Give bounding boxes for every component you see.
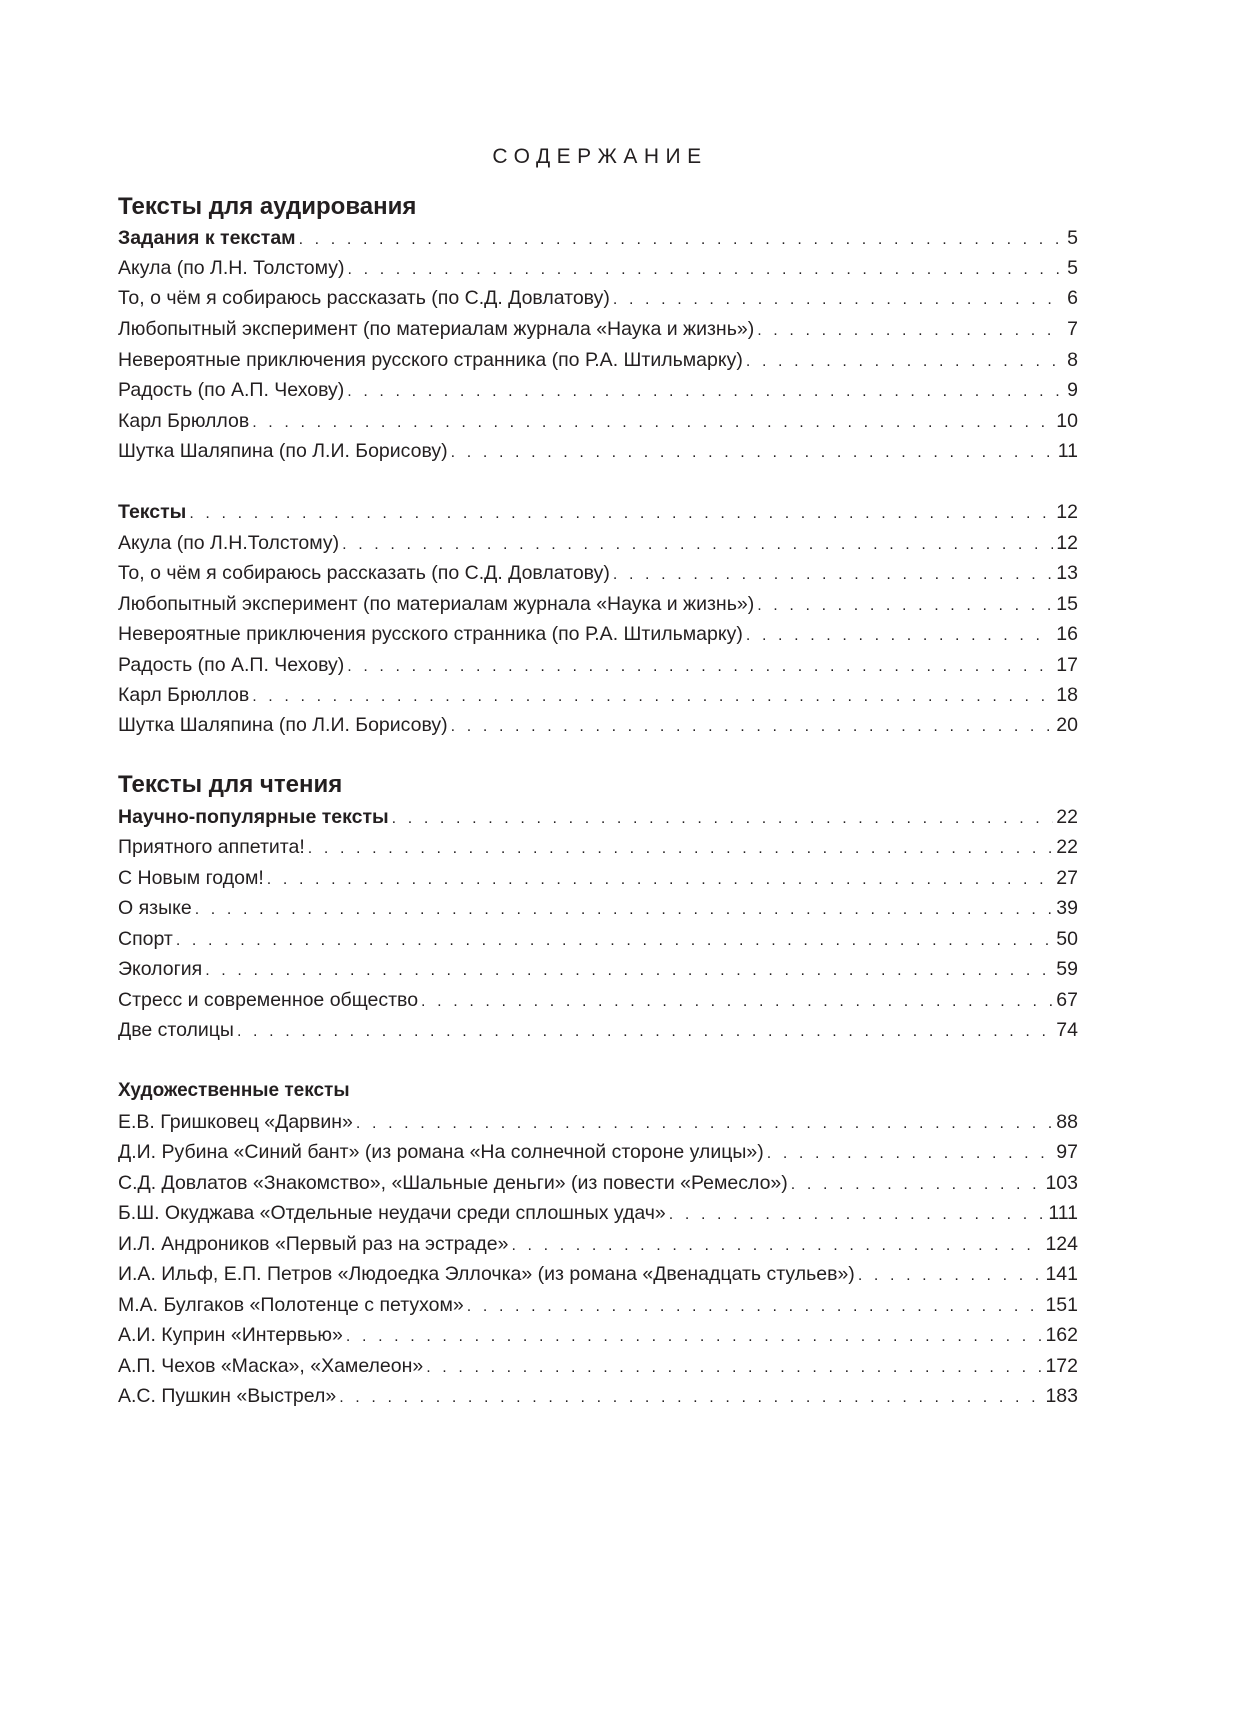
toc-entry-page: 6 — [1067, 287, 1078, 309]
page-title: СОДЕРЖАНИЕ — [492, 145, 708, 168]
toc-entry-page: 27 — [1056, 867, 1078, 889]
dot-leader — [511, 1231, 1042, 1261]
toc-entry-title: Задания к текстам — [118, 227, 296, 249]
toc-entry-title: А.П. Чехов «Маска», «Хамелеон» — [118, 1355, 424, 1377]
toc-entry-page: 151 — [1045, 1294, 1078, 1316]
toc-entry-page: 5 — [1067, 257, 1078, 279]
dot-leader — [347, 377, 1064, 407]
toc-entry-title: Акула (по Л.Н.Толстому) — [118, 532, 340, 554]
toc-entry[interactable] — [118, 1320, 1078, 1350]
toc-entry-title: Приятного аппетита! — [118, 836, 305, 858]
toc-entry-title: Любопытный эксперимент (по материалам журнала «Наука и жизнь») — [118, 318, 755, 340]
toc-entry-title: О языке — [118, 897, 192, 919]
toc-entry-page: 39 — [1056, 897, 1078, 919]
dot-leader — [767, 1139, 1054, 1169]
toc-group-tasks[interactable] — [118, 223, 1078, 253]
toc-entry[interactable] — [118, 1168, 1078, 1198]
toc-entry-page: 9 — [1067, 379, 1078, 401]
toc-entry[interactable] — [118, 680, 1078, 710]
dot-leader — [791, 1170, 1043, 1200]
toc-entry[interactable] — [118, 924, 1078, 954]
toc-entry-page: 5 — [1067, 227, 1078, 249]
toc-entry[interactable] — [118, 589, 1078, 619]
toc-entry-title: Научно-популярные тексты — [118, 806, 389, 828]
toc-entry-title: Е.В. Гришковец «Дарвин» — [118, 1111, 353, 1133]
toc-entry[interactable] — [118, 619, 1078, 649]
toc-entry-page: 67 — [1056, 989, 1078, 1011]
toc-entry[interactable] — [118, 1198, 1078, 1228]
toc-entry-title: То, о чём я собираюсь рассказать (по С.Д. Довлатову) — [118, 287, 610, 309]
dot-leader — [299, 225, 1065, 255]
toc-entry[interactable] — [118, 985, 1078, 1015]
toc-entry-title: М.А. Булгаков «Полотенце с петухом» — [118, 1294, 464, 1316]
toc-entry[interactable] — [118, 954, 1078, 984]
dot-leader — [339, 1383, 1042, 1413]
toc-entry[interactable] — [118, 863, 1078, 893]
dot-leader — [451, 438, 1055, 468]
dot-leader — [176, 926, 1053, 956]
toc-entry[interactable] — [118, 406, 1078, 436]
toc-entry-page: 8 — [1067, 349, 1078, 371]
dot-leader — [189, 499, 1053, 529]
toc-entry-title: Тексты — [118, 501, 187, 523]
toc-entry[interactable] — [118, 1015, 1078, 1045]
toc-entry-page: 141 — [1045, 1263, 1078, 1285]
toc-entry-page: 11 — [1057, 440, 1078, 462]
dot-leader — [858, 1261, 1043, 1291]
dot-leader — [613, 560, 1053, 590]
toc-entry-page: 22 — [1056, 806, 1078, 828]
toc-group-fiction: Художественные тексты — [118, 1080, 350, 1101]
dot-leader — [757, 591, 1053, 621]
toc-entry-title: Б.Ш. Окуджава «Отдельные неудачи среди сплошных удач» — [118, 1202, 666, 1224]
dot-leader — [252, 682, 1053, 712]
toc-entry[interactable] — [118, 650, 1078, 680]
toc-entry[interactable] — [118, 1229, 1078, 1259]
toc-entry-title: Д.И. Рубина «Синий бант» (из романа «На солнечной стороне улицы») — [118, 1141, 764, 1163]
toc-entry-title: С Новым годом! — [118, 867, 264, 889]
toc-entry-page: 162 — [1045, 1324, 1078, 1346]
toc-entry[interactable] — [118, 1351, 1078, 1381]
toc-entry-page: 172 — [1045, 1355, 1078, 1377]
toc-entry-page: 16 — [1056, 623, 1078, 645]
toc-entry-title: Акула (по Л.Н. Толстому) — [118, 257, 345, 279]
dot-leader — [356, 1109, 1053, 1139]
toc-entry-page: 97 — [1056, 1141, 1078, 1163]
dot-leader — [467, 1292, 1043, 1322]
section-heading-listening: Тексты для аудирования — [118, 193, 417, 220]
toc-entry-page: 12 — [1056, 532, 1078, 554]
dot-leader — [392, 804, 1054, 834]
toc-entry-page: 50 — [1056, 928, 1078, 950]
toc-entry-title: Радость (по А.П. Чехову) — [118, 654, 345, 676]
dot-leader — [348, 255, 1065, 285]
toc-entry-page: 13 — [1056, 562, 1078, 584]
dot-leader — [308, 834, 1054, 864]
toc-entry-page: 15 — [1056, 593, 1078, 615]
toc-entry-title: Шутка Шаляпина (по Л.И. Борисову) — [118, 440, 448, 462]
toc-entry-title: Спорт — [118, 928, 173, 950]
toc-entry-page: 183 — [1045, 1385, 1078, 1407]
dot-leader — [421, 987, 1053, 1017]
toc-entry[interactable] — [118, 1107, 1078, 1137]
toc-entry-page: 103 — [1045, 1172, 1078, 1194]
toc-entry[interactable] — [118, 528, 1078, 558]
section-heading-reading: Тексты для чтения — [118, 771, 343, 798]
dot-leader — [205, 956, 1053, 986]
toc-entry-title: Две столицы — [118, 1019, 234, 1041]
dot-leader — [451, 712, 1054, 742]
toc-entry-page: 17 — [1056, 654, 1078, 676]
toc-entry-page: 74 — [1056, 1019, 1078, 1041]
toc-entry[interactable] — [118, 1137, 1078, 1167]
toc-entry-page: 88 — [1056, 1111, 1078, 1133]
toc-entry-title: Невероятные приключения русского странника (по Р.А. Штильмарку) — [118, 349, 743, 371]
toc-entry-title: С.Д. Довлатов «Знакомство», «Шальные деньги» (из повести «Ремесло») — [118, 1172, 788, 1194]
toc-entry-title: И.А. Ильф, Е.П. Петров «Людоедка Эллочка» (из романа «Двенадцать стульев») — [118, 1263, 855, 1285]
toc-entry-title: Радость (по А.П. Чехову) — [118, 379, 345, 401]
toc-entry-title: Стресс и современное общество — [118, 989, 419, 1011]
toc-entry-page: 7 — [1067, 318, 1078, 340]
toc-entry-title: А.И. Куприн «Интервью» — [118, 1324, 343, 1346]
toc-entry[interactable] — [118, 283, 1078, 313]
toc-entry-title: Любопытный эксперимент (по материалам журнала «Наука и жизнь») — [118, 593, 755, 615]
toc-entry-title: И.Л. Андроников «Первый раз на эстраде» — [118, 1233, 509, 1255]
toc-entry-page: 18 — [1056, 684, 1078, 706]
dot-leader — [346, 1322, 1043, 1352]
toc-entry[interactable] — [118, 832, 1078, 862]
toc-entry-page: 20 — [1056, 714, 1078, 736]
toc-entry[interactable] — [118, 375, 1078, 405]
dot-leader — [267, 865, 1054, 895]
toc-group-popular-science[interactable] — [118, 802, 1078, 832]
toc-entry[interactable] — [118, 436, 1078, 466]
toc-entry-page: 12 — [1056, 501, 1078, 523]
dot-leader — [613, 285, 1064, 315]
toc-entry[interactable] — [118, 1290, 1078, 1320]
toc-entry[interactable] — [118, 558, 1078, 588]
toc-entry[interactable] — [118, 710, 1078, 740]
toc-entry-page: 10 — [1056, 410, 1078, 432]
toc-group-texts[interactable] — [118, 497, 1078, 527]
toc-entry[interactable] — [118, 1381, 1078, 1411]
toc-entry[interactable] — [118, 314, 1078, 344]
toc-entry-title: Экология — [118, 958, 203, 980]
toc-entry-title: То, о чём я собираюсь рассказать (по С.Д. Довлатову) — [118, 562, 610, 584]
dot-leader — [342, 530, 1053, 560]
toc-entry[interactable] — [118, 345, 1078, 375]
toc-entry-page: 22 — [1056, 836, 1078, 858]
toc-entry-page: 111 — [1048, 1202, 1078, 1224]
toc-entry-title: Невероятные приключения русского странника (по Р.А. Штильмарку) — [118, 623, 743, 645]
dot-leader — [347, 652, 1053, 682]
dot-leader — [669, 1200, 1046, 1230]
toc-entry-title: Шутка Шаляпина (по Л.И. Борисову) — [118, 714, 448, 736]
toc-entry[interactable] — [118, 1259, 1078, 1289]
toc-entry-title: Карл Брюллов — [118, 684, 250, 706]
dot-leader — [746, 347, 1064, 377]
dot-leader — [252, 408, 1053, 438]
toc-entry[interactable] — [118, 253, 1078, 283]
toc-entry-page: 59 — [1056, 958, 1078, 980]
dot-leader — [237, 1017, 1053, 1047]
toc-entry-title: А.С. Пушкин «Выстрел» — [118, 1385, 337, 1407]
toc-entry-page: 124 — [1045, 1233, 1078, 1255]
toc-entry-title: Карл Брюллов — [118, 410, 250, 432]
dot-leader — [757, 316, 1064, 346]
dot-leader — [426, 1353, 1042, 1383]
dot-leader — [195, 895, 1054, 925]
toc-entry[interactable] — [118, 893, 1078, 923]
dot-leader — [746, 621, 1053, 651]
